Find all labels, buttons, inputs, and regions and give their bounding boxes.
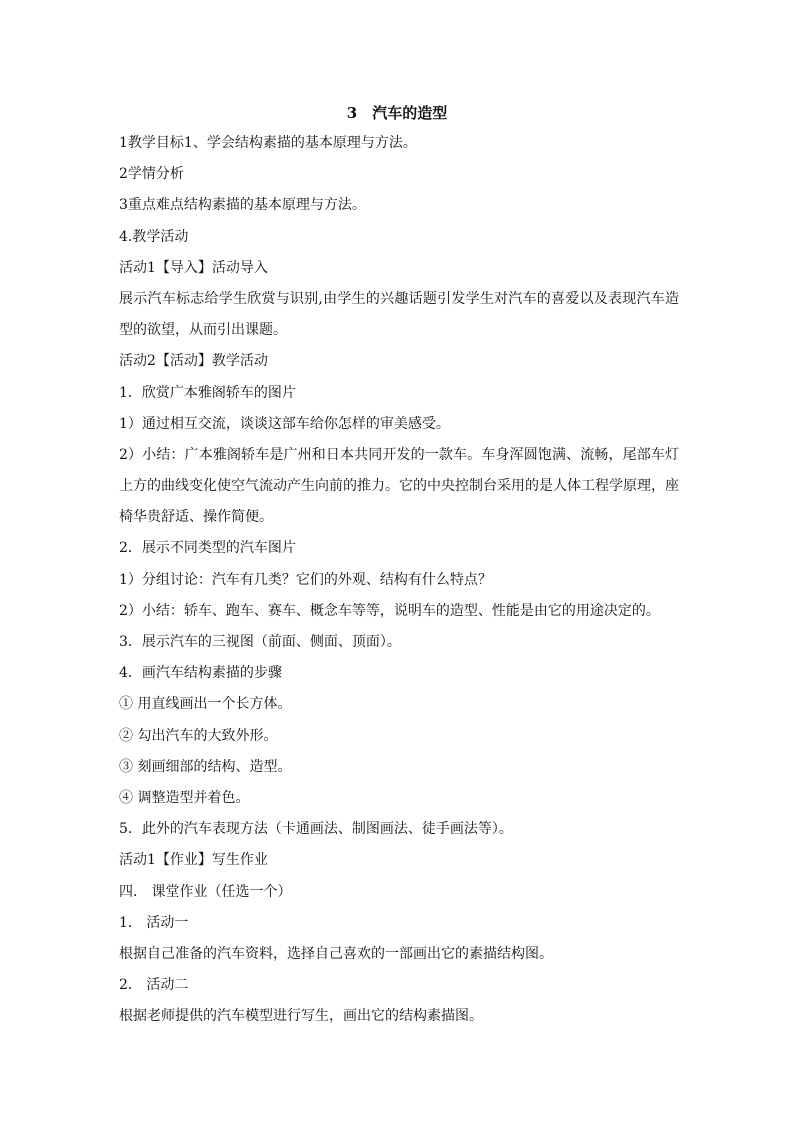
body-text [119,132,679,1036]
text-line: 1）通过相互交流，谈谈这部车给你怎样的审美感受。 [119,415,450,432]
text-line: ① 用直线画出一个长方体。 [119,696,292,713]
text-line: 1． 活动一 [119,914,189,931]
text-line: 2．展示不同类型的汽车图片 [119,540,296,557]
text-line: 根据老师提供的汽车模型进行写生，画出它的结构素描图。 [119,1008,483,1025]
text-line: 型的欲望，从而引出课题。 [119,322,287,339]
text-line: 四． 课堂作业（任选一个） [119,883,292,900]
text-line: 2． 活动二 [119,977,189,994]
text-line: 展示汽车标志给学生欣赏与识别,由学生的兴趣话题引发学生对汽车的喜爱以及表现汽车造 [119,290,679,307]
text-line: 2学情分析 [119,166,184,183]
text-line: ② 勾出汽车的大致外形。 [119,727,278,744]
page-title: 3 汽车的造型 [346,104,448,122]
text-line: 1）分组讨论：汽车有几类？它们的外观、结构有什么特点？ [119,571,492,588]
text-line: 活动1【导入】活动导入 [119,259,268,276]
text-line: 3．展示汽车的三视图（前面、侧面、顶面）。 [119,634,401,650]
text-line: 根据自己准备的汽车资料，选择自己喜欢的一部画出它的素描结构图。 [119,945,553,962]
text-line: 4．画汽车结构素描的步骤 [119,665,282,682]
text-line: 5．此外的汽车表现方法（卡通画法、制图画法、徒手画法等）。 [119,821,513,838]
text-line: 上方的曲线变化使空气流动产生向前的推力。它的中央控制台采用的是人体工程学原理，座 [119,478,679,495]
text-line: 3重点难点结构素描的基本原理与方法。 [119,197,366,214]
text-line: 活动1【作业】写生作业 [119,852,268,869]
text-line: 活动2【活动】教学活动 [119,353,268,370]
text-line: 1教学目标1、学会结构素描的基本原理与方法。 [119,135,417,151]
text-line: 椅华贵舒适、操作简便。 [119,509,273,526]
text-line: 2）小结：广本雅阁轿车是广州和日本共同开发的一款车。车身浑圆饱满、流畅，尾部车灯 [119,446,679,463]
text-line: 4.教学活动 [119,228,189,245]
text-line: 2）小结：轿车、跑车、赛车、概念车等等，说明车的造型、性能是由它的用途决定的。 [119,602,660,619]
text-line: ③ 刻画细部的结构、造型。 [119,758,292,775]
text-line: 1．欣赏广本雅阁轿车的图片 [119,384,296,401]
text-line: ④ 调整造型并着色。 [119,789,250,806]
